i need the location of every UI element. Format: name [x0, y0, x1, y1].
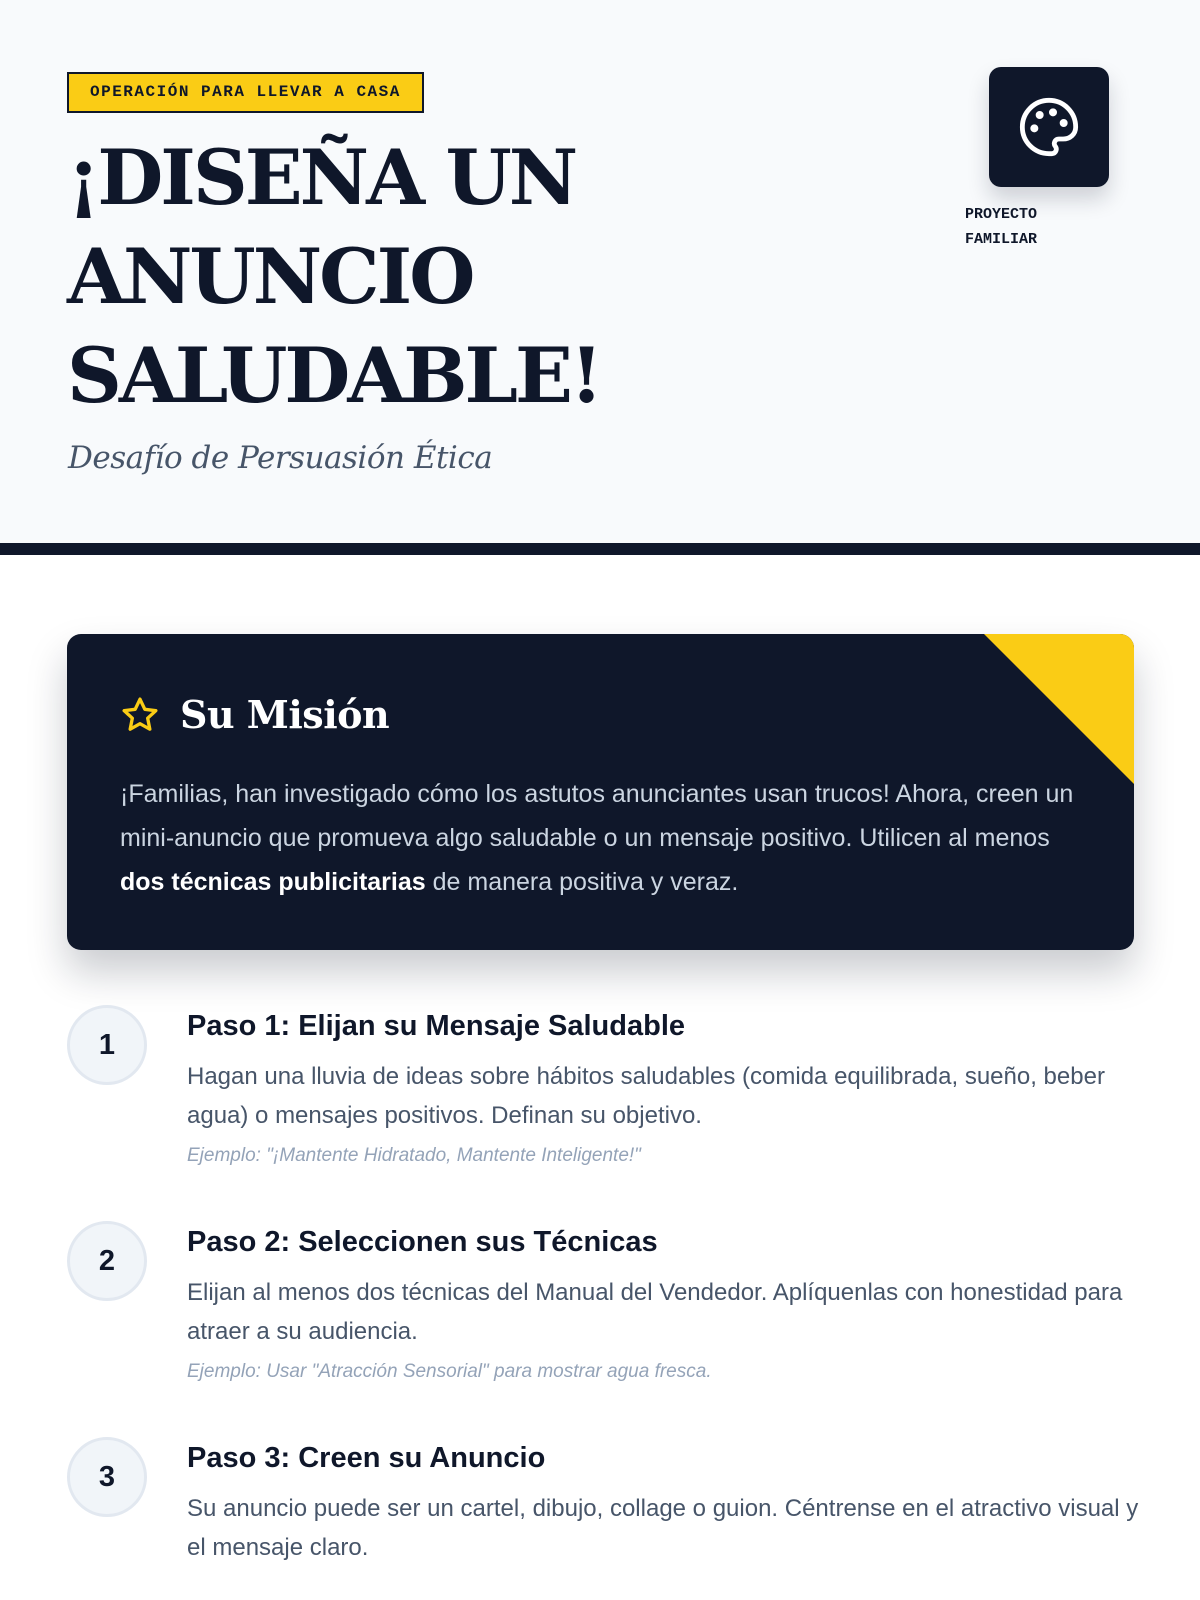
project-badge [989, 67, 1109, 187]
operation-tag: OPERACIÓN PARA LLEVAR A CASA [67, 72, 424, 113]
page-subtitle: Desafío de Persuasión Ética [68, 440, 493, 476]
mission-text [120, 772, 1100, 904]
mission-header [120, 692, 389, 737]
step-title: Paso 2: Seleccionen sus Técnicas [187, 1226, 658, 1258]
badge-label-line: FAMILIAR [965, 231, 1038, 248]
mission-corner-accent [984, 634, 1134, 784]
page-header [0, 0, 1200, 555]
star-icon [120, 695, 160, 735]
step-number: 1 [67, 1005, 147, 1085]
mission-card [67, 634, 1134, 950]
step-description: Elijan al menos dos técnicas del Manual del Vendedor. Aplíquenlas con honestidad para atraer a su audiencia. [187, 1279, 1123, 1345]
page-title-line: SALUDABLE! [67, 331, 601, 420]
step-number: 3 [67, 1437, 147, 1517]
badge-label-line: PROYECTO [965, 206, 1038, 223]
step-example: Ejemplo: Usar "Atracción Sensorial" para mostrar agua fresca. [187, 1361, 712, 1382]
page-title-line: ¡DISEÑA UN [67, 133, 576, 222]
step-description: Su anuncio puede ser un cartel, dibujo, collage o guion. Céntrense en el atractivo visual y el mensaje claro. [187, 1495, 1139, 1561]
page-title [67, 128, 707, 425]
mission-text-part: de manera positiva y veraz. [425, 868, 739, 896]
step-body [187, 1437, 1147, 1567]
mission-text-highlight: dos técnicas publicitarias [120, 868, 426, 896]
step-body [187, 1221, 1147, 1383]
mission-text-part: ¡Familias, han investigado cómo los astutos anunciantes usan trucos! Ahora, creen un mini-anuncio que promueva algo saludable o un mensaje positivo. Utilicen al menos [120, 780, 1074, 852]
page-title-line: ANUNCIO [67, 232, 473, 321]
step-body [187, 1005, 1147, 1167]
step-title: Paso 3: Creen su Anuncio [187, 1442, 546, 1474]
mission-title: Su Misión [180, 692, 390, 737]
step-title: Paso 1: Elijan su Mensaje Saludable [187, 1010, 686, 1042]
step-description: Hagan una lluvia de ideas sobre hábitos saludables (comida equilibrada, sueño, beber agua) o mensajes positivos. Definan su objetivo. [187, 1063, 1105, 1129]
step-example: Ejemplo: "¡Mantente Hidratado, Mantente Inteligente!" [187, 1145, 641, 1166]
palette-icon [1017, 95, 1081, 159]
project-badge-label [965, 202, 1085, 252]
step-number: 2 [67, 1221, 147, 1301]
